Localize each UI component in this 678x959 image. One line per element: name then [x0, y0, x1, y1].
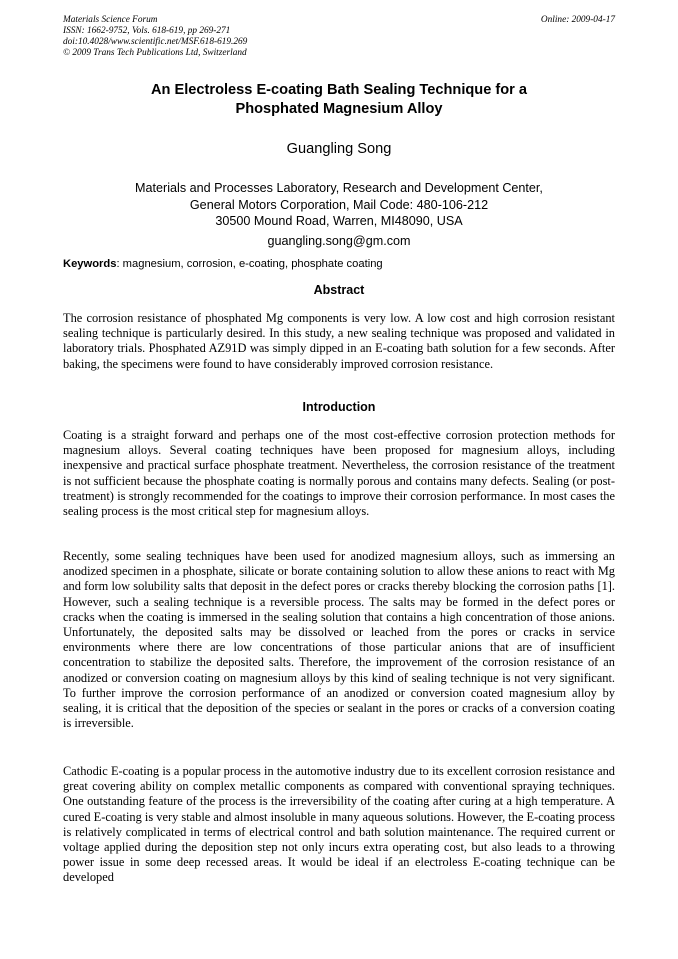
keywords-label: Keywords	[63, 258, 117, 270]
journal-name: Materials Science Forum	[63, 15, 158, 25]
author-email: guangling.song@gm.com	[267, 233, 411, 248]
affiliation-line-1: Materials and Processes Laboratory, Research and Development Center,	[135, 181, 543, 195]
paper-title	[63, 81, 615, 119]
keywords-list: : magnesium, corrosion, e-coating, phosphate coating	[116, 258, 383, 270]
doi-line: doi:10.4028/www.scientific.net/MSF.618-619.269	[63, 37, 248, 48]
affiliation	[63, 180, 615, 249]
online-date-text: Online: 2009-04-17	[540, 15, 615, 25]
abstract-paragraph: The corrosion resistance of phosphated Mg components is very low. A low cost and high corrosion resistant sealing technique is particularly desired. In this study, a new sealing technique was proposed and validated in laboratory trials. Phosphated AZ91D was simply dipped in an E-coating bath solution for a few seconds. After baking, the specimens were found to have considerably improved corrosion resistance.	[63, 311, 615, 371]
intro-paragraph-1: Coating is a straight forward and perhaps one of the most cost-effective corrosion protection methods for magnesium alloys. Several coating techniques have been proposed for magnesium alloys, including inexpensive and practical surface phosphate treatment. Nevertheless, the corrosion resistance of the treatment is not sufficient because the phosphate coating is normally porous and contains many defects. Sealing (or post-treatment) is strongly recommended for the coatings to improve their corrosion performance. In most cases the sealing process is the most critical step for magnesium alloys.	[63, 428, 615, 519]
title-line-1: An Electroless E-coating Bath Sealing Technique for a	[151, 82, 527, 98]
title-line-2: Phosphated Magnesium Alloy	[235, 101, 443, 117]
affiliation-line-2: General Motors Corporation, Mail Code: 480-106-212	[189, 197, 489, 212]
issn-line: ISSN: 1662-9752, Vols. 618-619, pp 269-271	[63, 26, 231, 37]
keywords	[63, 257, 615, 271]
introduction-heading: Introduction	[302, 400, 376, 414]
online-date	[541, 15, 615, 26]
abstract-heading: Abstract	[313, 283, 365, 297]
journal-header	[63, 15, 247, 59]
affiliation-line-3: 30500 Mound Road, Warren, MI48090, USA	[215, 214, 463, 228]
copyright-line: © 2009 Trans Tech Publications Ltd, Switzerland	[63, 48, 247, 59]
author-name: Guangling Song	[286, 141, 392, 157]
intro-paragraph-2: Recently, some sealing techniques have been used for anodized magnesium alloys, such as immersing an anodized specimen in a phosphate, silicate or borate containing solution to allow these anions to react with Mg and form low solubility salts that deposit in the defect pores or cracks thereby blocking the corrosion paths [1]. However, such a sealing technique is a reversible process. The salts may be formed in the defect pores or cracks when the coating is immersed in the sealing solution that contains a high concentration of those anions. Unfortunately, the deposited salts may be dissolved or leached from the pores or cracks in service environments where there are low concentrations of those particular anions that are of insufficient concentration to stabilize the deposited salts. Therefore, the improvement of the corrosion resistance of an anodized or conversion coating on magnesium alloys by this kind of sealing technique is not very significant. To further improve the corrosion performance of an anodized or conversion coated magnesium alloy by sealing, it is critical that the deposition of the species or sealant in the pores or cracks of a conversion coating is irreversible.	[63, 549, 615, 731]
intro-paragraph-3: Cathodic E-coating is a popular process in the automotive industry due to its excellent corrosion resistance and great covering ability on complex metallic components as compared with conventional spraying techniques. One outstanding feature of the process is the irreversibility of the coating after curing at a high temperature. A cured E-coating is very stable and almost insoluble in many aqueous solutions. However, the E-coating process is relatively complicated in terms of electrical control and bath solution maintenance. The required current or voltage applied during the deposition step not only incurs extra operating cost, but also leads to a throwing power issue in some deep recessed areas. It would be ideal if an electroless E-coating technique can be developed	[63, 764, 615, 885]
